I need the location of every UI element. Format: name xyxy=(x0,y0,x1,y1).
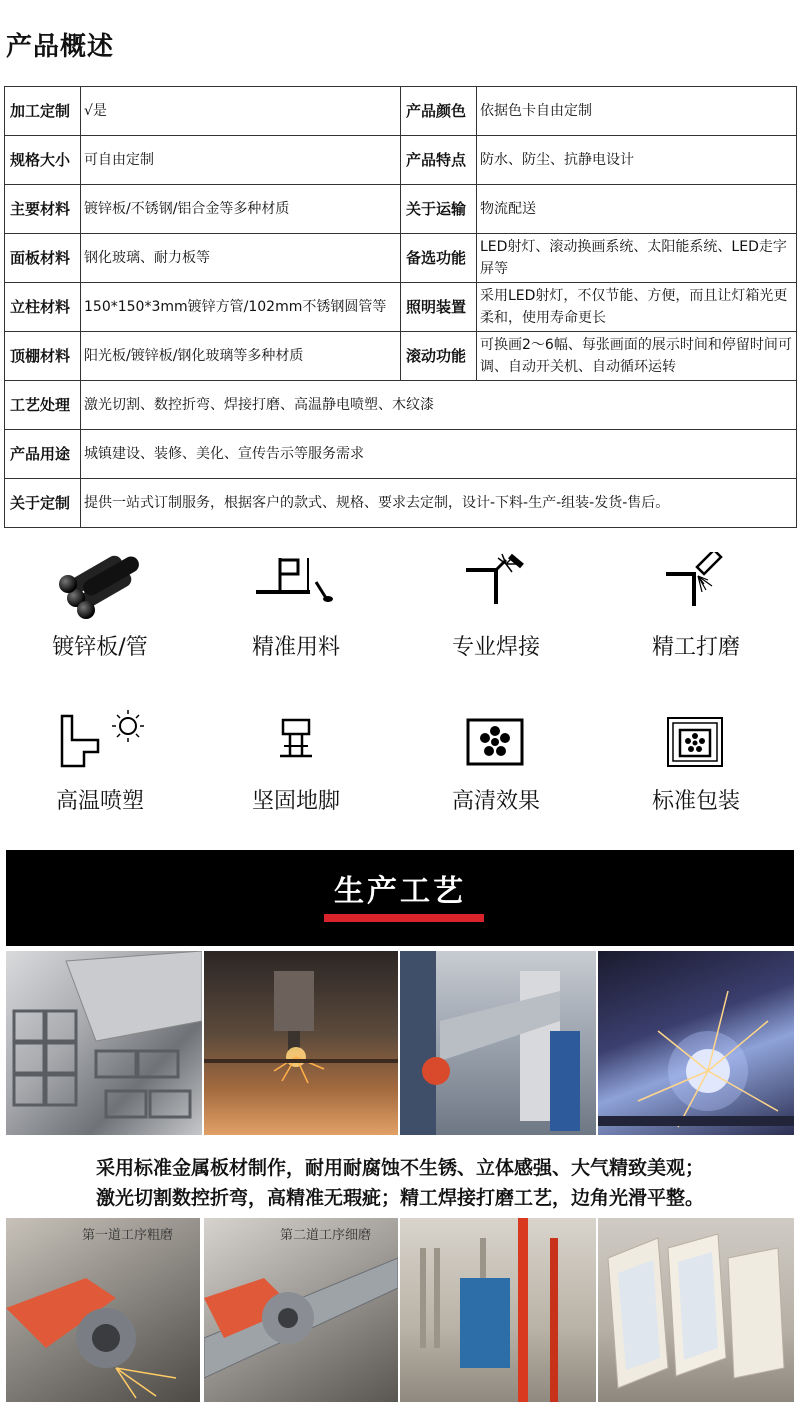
photo-steel-tubes xyxy=(6,951,202,1135)
feature-label: 专业焊接 xyxy=(451,635,540,660)
heat-spray-icon xyxy=(50,706,150,776)
feature-label: 镀锌板/管 xyxy=(52,635,148,660)
spec-key: 关于运输 xyxy=(401,185,477,234)
spec-key: 产品特点 xyxy=(401,136,477,185)
feature-item xyxy=(196,552,396,661)
table-row xyxy=(5,332,797,381)
feature-item xyxy=(0,706,200,815)
spec-value: 物流配送 xyxy=(477,185,797,234)
spec-value: 采用LED射灯，不仅节能、方便，而且让灯箱光更柔和，使用寿命更长 xyxy=(477,283,797,332)
spec-key: 产品颜色 xyxy=(401,87,477,136)
feature-item xyxy=(396,706,596,815)
feature-label: 高温喷塑 xyxy=(55,789,144,814)
spec-value: 钢化玻璃、耐力板等 xyxy=(81,234,401,283)
spec-value: 防水、防尘、抗静电设计 xyxy=(477,136,797,185)
table-row xyxy=(5,136,797,185)
process-banner xyxy=(6,850,794,946)
table-row xyxy=(5,185,797,234)
feature-label: 精准用料 xyxy=(251,635,340,660)
pipes-icon xyxy=(50,552,150,622)
table-row xyxy=(5,430,797,479)
feature-item xyxy=(596,552,796,661)
feature-label: 精工打磨 xyxy=(651,635,740,660)
photo-welding xyxy=(598,951,794,1135)
page-title: 产品概述 xyxy=(6,32,115,62)
caption-fine-grinding: 第二道工序细磨 xyxy=(280,1228,372,1243)
spec-key: 关于定制 xyxy=(5,479,81,528)
spec-key: 顶棚材料 xyxy=(5,332,81,381)
spec-value: LED射灯、滚动换画系统、太阳能系统、LED走字屏等 xyxy=(477,234,797,283)
measure-icon xyxy=(246,552,346,622)
caption-rough-grinding: 第一道工序粗磨 xyxy=(82,1228,174,1243)
process-desc-line-2: 激光切割数控折弯，高精准无瑕疵；精工焊接打磨工艺，边角光滑平整。 xyxy=(95,1187,704,1209)
process-desc-line-1: 采用标准金属板材制作，耐用耐腐蚀不生锈、立体感强、大气精致美观； xyxy=(95,1157,704,1179)
photo-cnc-bending xyxy=(400,951,596,1135)
spec-key: 滚动功能 xyxy=(401,332,477,381)
table-row xyxy=(5,381,797,430)
photo-finished-products xyxy=(598,1218,794,1402)
table-row xyxy=(5,87,797,136)
feature-item xyxy=(596,706,796,815)
spec-key: 规格大小 xyxy=(5,136,81,185)
foot-anchor-icon xyxy=(246,706,346,776)
spec-value: √是 xyxy=(81,87,401,136)
feature-label: 坚固地脚 xyxy=(251,789,340,814)
spec-key: 产品用途 xyxy=(5,430,81,479)
feature-item xyxy=(396,552,596,661)
photo-rough-grinding xyxy=(6,1218,200,1402)
spec-value: 提供一站式订制服务，根据客户的款式、规格、要求去定制，设计-下料-生产-组装-发货-售后。 xyxy=(81,479,797,528)
feature-label: 高清效果 xyxy=(451,789,540,814)
photo-laser-cutting xyxy=(204,951,398,1135)
grinding-icon xyxy=(646,552,746,622)
spec-value: 可自由定制 xyxy=(81,136,401,185)
hd-effect-icon xyxy=(446,706,546,776)
feature-item xyxy=(0,552,200,661)
accent-line xyxy=(324,914,484,922)
spec-value: 激光切割、数控折弯、焊接打磨、高温静电喷塑、木纹漆 xyxy=(81,381,797,430)
spec-key: 立柱材料 xyxy=(5,283,81,332)
package-icon xyxy=(646,706,746,776)
process-title: 生产工艺 xyxy=(334,874,466,909)
spec-key: 备选功能 xyxy=(401,234,477,283)
table-row xyxy=(5,479,797,528)
spec-value: 150*150*3mm镀锌方管/102mm不锈钢圆管等 xyxy=(81,283,401,332)
table-row xyxy=(5,283,797,332)
spec-value: 镀锌板/不锈钢/铝合金等多种材质 xyxy=(81,185,401,234)
spec-key: 面板材料 xyxy=(5,234,81,283)
feature-label: 标准包装 xyxy=(651,789,740,814)
spec-table xyxy=(4,86,797,528)
spec-key: 加工定制 xyxy=(5,87,81,136)
spec-key: 照明装置 xyxy=(401,283,477,332)
spec-value: 依据色卡自由定制 xyxy=(477,87,797,136)
spec-value: 可换画2～6幅、每张画面的展示时间和停留时间可调、自动开关机、自动循环运转 xyxy=(477,332,797,381)
photo-fine-grinding xyxy=(204,1218,398,1402)
table-row xyxy=(5,234,797,283)
feature-item xyxy=(196,706,396,815)
welding-icon xyxy=(446,552,546,622)
spec-value: 阳光板/镀锌板/钢化玻璃等多种材质 xyxy=(81,332,401,381)
spec-key: 工艺处理 xyxy=(5,381,81,430)
spec-key: 主要材料 xyxy=(5,185,81,234)
photo-spray-line xyxy=(400,1218,596,1402)
spec-value: 城镇建设、装修、美化、宣传告示等服务需求 xyxy=(81,430,797,479)
